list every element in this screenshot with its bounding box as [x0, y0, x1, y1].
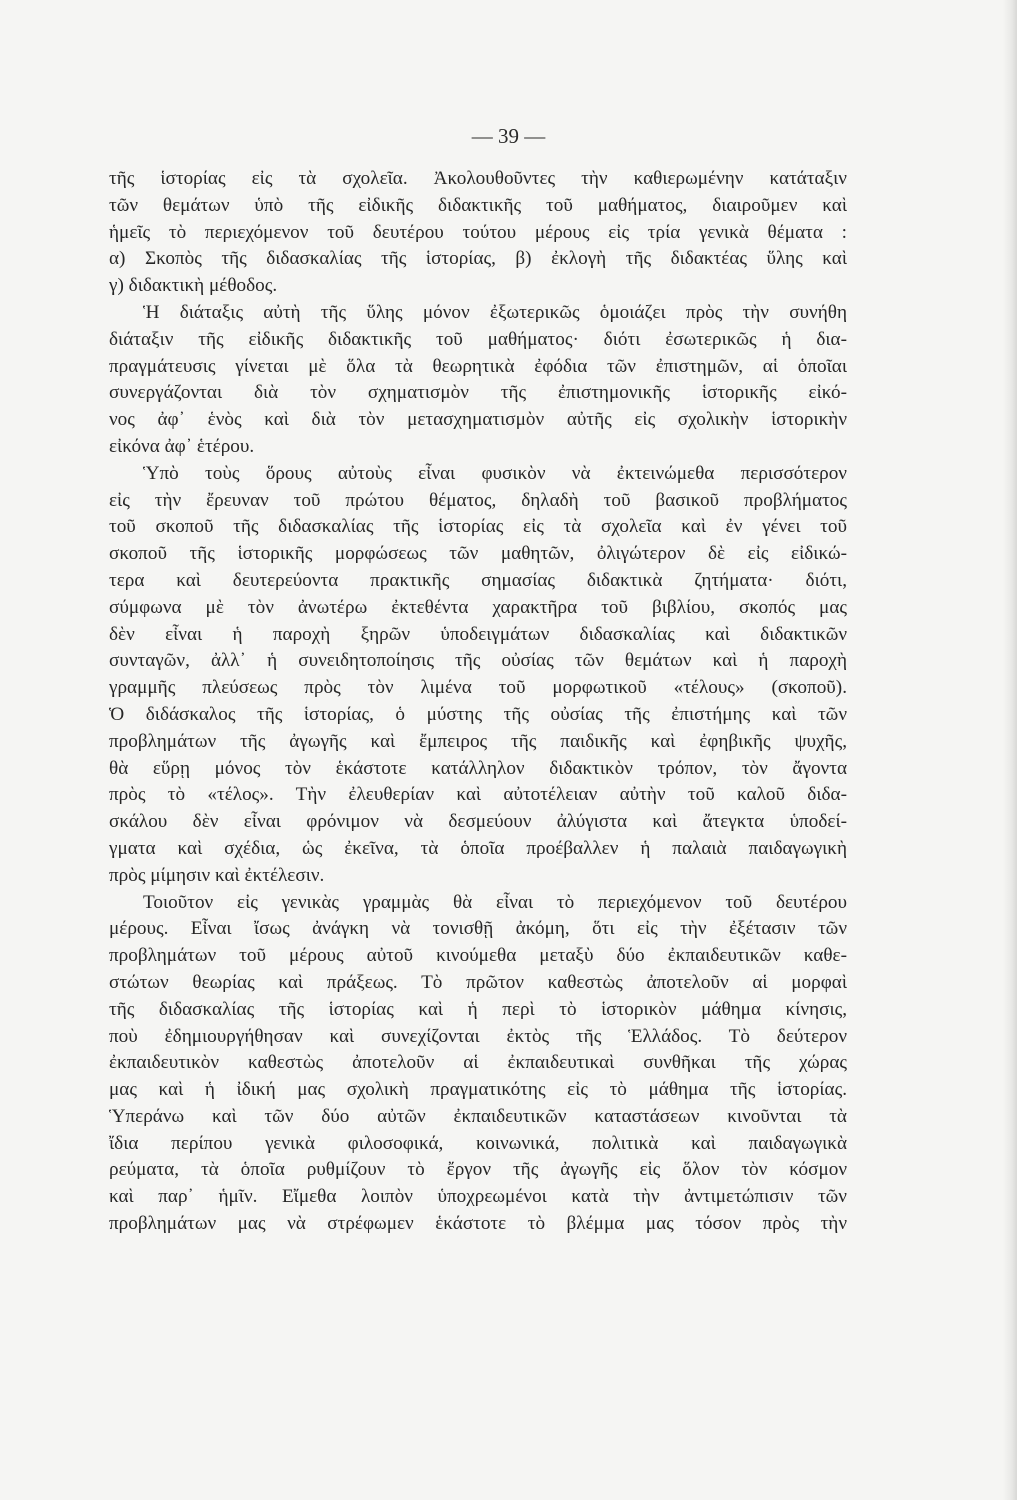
- text-line: προβλημάτων τῆς ἀγωγῆς καὶ ἔμπειρος τῆς παιδικῆς καὶ ἐφηβικῆς ψυχῆς,: [109, 730, 847, 752]
- paragraph-3: [109, 461, 847, 890]
- text-line: εἰς τὴν ἔρευναν τοῦ πρώτου θέματος, δηλαδὴ τοῦ βασικοῦ προβλήματος: [109, 489, 847, 511]
- text-line: ποὺ ἐδημιουργήθησαν καὶ συνεχίζονται ἐκτὸς τῆς Ἑλλάδος. Τὸ δεύτερον: [109, 1025, 847, 1047]
- text-line: μέρους. Εἶναι ἴσως ἀνάγκη νὰ τονισθῇ ἀκόμη, ὅτι εἰς τὴν ἐξέτασιν τῶν: [109, 918, 847, 940]
- text-line: τῶν θεμάτων ὑπὸ τῆς εἰδικῆς διδακτικῆς τοῦ μαθήματος, διαιροῦμεν καὶ: [109, 194, 847, 216]
- text-line: ρεύματα, τὰ ὁποῖα ρυθμίζουν τὸ ἔργον τῆς ἀγωγῆς εἰς ὅλον τὸν κόσμον: [109, 1159, 847, 1181]
- text-line: δὲν εἶναι ἡ παροχὴ ξηρῶν ὑποδειγμάτων διδασκαλίας καὶ διδακτικῶν: [109, 623, 847, 645]
- text-line: μας καὶ ἡ ἰδική μας σχολικὴ πραγματικότης εἰς τὸ μάθημα τῆς ἱστορίας.: [109, 1079, 847, 1101]
- text-line: Ὁ διδάσκαλος τῆς ἱστορίας, ὁ μύστης τῆς οὐσίας τῆς ἐπιστήμης καὶ τῶν: [109, 703, 847, 725]
- paragraph-4: [109, 890, 847, 1238]
- text-line: συνεργάζονται διὰ τὸν σχηματισμὸν τῆς ἐπιστημονικῆς ἱστορικῆς εἰκό-: [109, 382, 847, 404]
- text-line: πρὸς τὸ «τέλος». Τὴν ἐλευθερίαν καὶ αὐτοτέλειαν αὐτὴν τοῦ καλοῦ διδα-: [109, 784, 847, 806]
- text-line: τῆς ἱστορίας εἰς τὰ σχολεῖα. Ἀκολουθοῦντες τὴν καθιερωμένην κατάταξιν: [109, 168, 847, 189]
- text-line: διάταξιν τῆς εἰδικῆς διδακτικῆς τοῦ μαθήματος· διότι ἐσωτερικῶς ἡ δια-: [109, 328, 847, 350]
- text-line: τῆς διδασκαλίας τῆς ἱστορίας καὶ ἡ περὶ τὸ ἱστορικὸν μάθημα κίνησις,: [109, 998, 847, 1020]
- body-text: [109, 166, 847, 1238]
- paragraph-2: [109, 300, 847, 461]
- page-number: — 39 —: [471, 124, 546, 148]
- text-line: σύμφωνα μὲ τὸν ἀνωτέρω ἐκτεθέντα χαρακτῆρα τοῦ βιβλίου, σκοπός μας: [109, 596, 847, 618]
- text-line: Ὑπεράνω καὶ τῶν δύο αὐτῶν ἐκπαιδευτικῶν καταστάσεων κινοῦνται τὰ: [109, 1105, 847, 1127]
- page-scan-edge: [1003, 0, 1017, 1500]
- text-line: πραγμάτευσις γίνεται μὲ ὅλα τὰ θεωρητικὰ ἐφόδια τῶν ἐπιστημῶν, αἱ ὁποῖαι: [109, 355, 847, 377]
- text-line: τοῦ σκοποῦ τῆς διδασκαλίας τῆς ἱστορίας εἰς τὰ σχολεῖα καὶ ἐν γένει τοῦ: [109, 516, 847, 538]
- text-line: προβλημάτων μας νὰ στρέφωμεν ἑκάστοτε τὸ βλέμμα μας τόσον πρὸς τὴν: [109, 1213, 847, 1235]
- text-line: εἰκόνα ἀφ᾽ ἑτέρου.: [109, 435, 255, 457]
- text-line: προβλημάτων τοῦ μέρους αὐτοῦ κινούμεθα μεταξὺ δύο ἐκπαιδευτικῶν καθε-: [109, 945, 847, 967]
- text-line: στώτων θεωρίας καὶ πράξεως. Τὸ πρῶτον καθεστὼς ἀποτελοῦν αἱ μορφαὶ: [109, 971, 847, 993]
- text-line: γματα καὶ σχέδια, ὡς ἐκεῖνα, τὰ ὁποῖα προέβαλλεν ἡ παλαιὰ παιδαγωγικὴ: [109, 837, 847, 859]
- text-line: γραμμῆς πλεύσεως πρὸς τὸν λιμένα τοῦ μορφωτικοῦ «τέλους» (σκοποῦ).: [109, 677, 847, 699]
- text-line: Ὑπὸ τοὺς ὅρους αὐτοὺς εἶναι φυσικὸν νὰ ἐκτεινώμεθα περισσότερον: [143, 462, 847, 484]
- text-line: πρὸς μίμησιν καὶ ἐκτέλεσιν.: [109, 864, 325, 886]
- text-line: ἴδια περίπου γενικὰ φιλοσοφικά, κοινωνικά, πολιτικὰ καὶ παιδαγωγικὰ: [109, 1132, 847, 1154]
- text-line: θὰ εὕρῃ μόνος τὸν ἑκάστοτε κατάλληλον διδακτικὸν τρόπον, τὸν ἄγοντα: [109, 757, 847, 779]
- text-line: τερα καὶ δευτερεύοντα πρακτικῆς σημασίας διδακτικὰ ζητήματα· διότι,: [109, 569, 847, 591]
- text-line: ἡμεῖς τὸ περιεχόμενον τοῦ δευτέρου τούτου μέρους εἰς τρία γενικὰ θέματα :: [109, 221, 847, 243]
- text-line: συνταγῶν, ἀλλ᾽ ἡ συνειδητοποίησις τῆς οὐσίας τῶν θεμάτων καὶ ἡ παροχὴ: [109, 650, 847, 672]
- text-line: α) Σκοπὸς τῆς διδασκαλίας τῆς ἱστορίας, β) ἐκλογὴ τῆς διδακτέας ὕλης καὶ: [109, 248, 847, 270]
- text-line: Ἡ διάταξις αὐτὴ τῆς ὕλης μόνον ἐξωτερικῶς ὁμοιάζει πρὸς τὴν συνήθη: [143, 301, 847, 323]
- paragraph-1: [109, 166, 847, 300]
- text-line: γ) διδακτικὴ μέθοδος.: [109, 275, 278, 297]
- text-line: Τοιοῦτον εἰς γενικὰς γραμμὰς θὰ εἶναι τὸ περιεχόμενον τοῦ δευτέρου: [143, 891, 847, 913]
- text-line: ἐκπαιδευτικὸν καθεστὼς ἀποτελοῦν αἱ ἐκπαιδευτικαὶ συνθῆκαι τῆς χώρας: [109, 1052, 847, 1074]
- text-line: σκοποῦ τῆς ἱστορικῆς μορφώσεως τῶν μαθητῶν, ὀλιγώτερον δὲ εἰς εἰδικώ-: [109, 543, 847, 565]
- text-line: νος ἀφ᾽ ἑνὸς καὶ διὰ τὸν μετασχηματισμὸν αὐτῆς εἰς σχολικὴν ἱστορικὴν: [109, 409, 847, 431]
- text-line: καὶ παρ᾽ ἡμῖν. Εἴμεθα λοιπὸν ὑποχρεωμένοι κατὰ τὴν ἀντιμετώπισιν τῶν: [109, 1186, 847, 1208]
- text-line: σκάλου δὲν εἶναι φρόνιμον νὰ δεσμεύουν ἀλύγιστα καὶ ἄτεγκτα ὑποδεί-: [109, 811, 847, 833]
